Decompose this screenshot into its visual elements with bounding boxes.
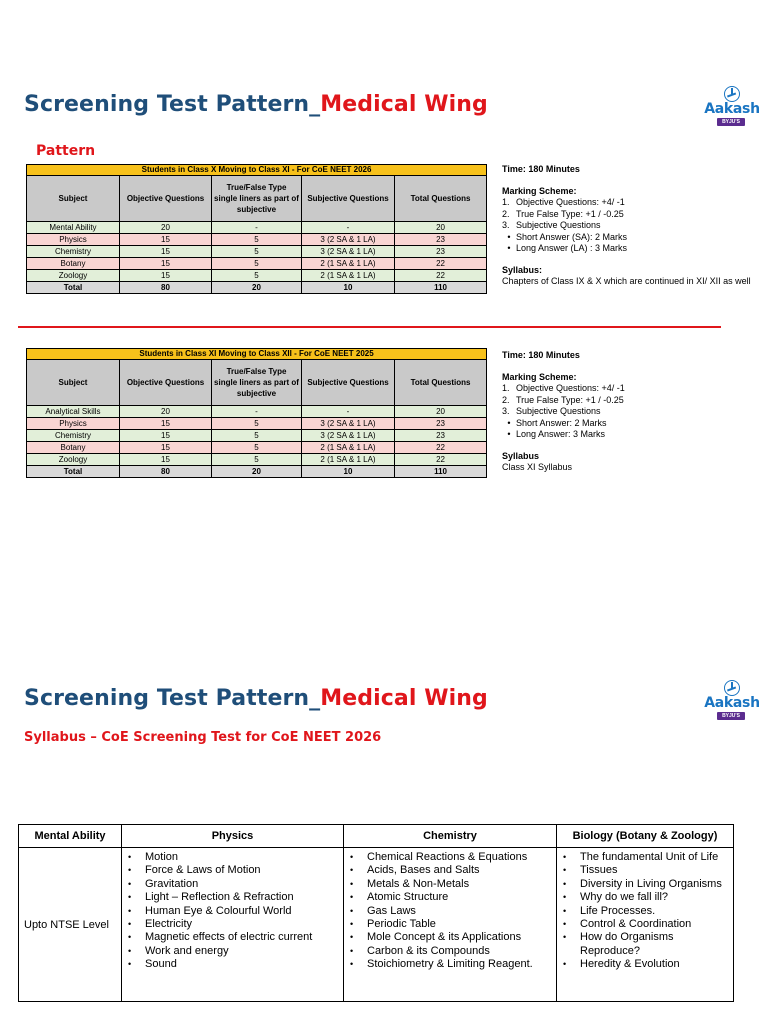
list-item: • Work and energy (128, 945, 343, 958)
table-cell: 20 (212, 282, 302, 294)
marking-scheme-heading: Marking Scheme: (502, 371, 577, 382)
list-item: • How do Organisms Reproduce? (563, 931, 733, 958)
list-item: • Heredity & Evolution (563, 958, 733, 971)
table-cell: Chemistry (27, 246, 120, 258)
table-cell: - (302, 406, 395, 418)
list-item: • Electricity (128, 918, 343, 931)
column-header: Subjective Questions (302, 360, 395, 406)
syllabus-heading: Syllabus: (502, 264, 543, 275)
title-part-1: Screening Test Pattern_ (24, 686, 321, 711)
list-item: • Magnetic effects of electric current (128, 931, 343, 944)
list-item: • Why do we fall ill? (563, 891, 733, 904)
table-cell: 15 (120, 258, 212, 270)
column-header: Total Questions (395, 360, 487, 406)
table-cell: 10 (302, 466, 395, 478)
table-cell: 15 (120, 430, 212, 442)
list-item: • Sound (128, 958, 343, 971)
table-row (27, 270, 487, 282)
table-row (27, 234, 487, 246)
item-number: 1. (502, 197, 510, 207)
table-cell: - (302, 222, 395, 234)
table-cell: 5 (212, 270, 302, 282)
table-caption: Students in Class X Moving to Class XI - For CoE NEET 2026 (27, 165, 487, 176)
table-cell: 80 (120, 466, 212, 478)
table-cell: - (212, 406, 302, 418)
bullet-icon: • (507, 231, 511, 242)
table-cell: 15 (120, 454, 212, 466)
time-label: Time: 180 Minutes (502, 164, 580, 174)
item-number: 2. (502, 208, 510, 219)
table-total-row (27, 466, 487, 478)
table-cell: Total (27, 282, 120, 294)
divider (18, 326, 721, 328)
bullet-icon: • (507, 429, 511, 439)
table-cell: 15 (120, 270, 212, 282)
table-cell: 5 (212, 454, 302, 466)
table-row (27, 406, 487, 418)
item-number: 1. (502, 383, 510, 393)
test-info-panel (502, 164, 752, 288)
table-cell: 110 (395, 282, 487, 294)
table-cell: Chemistry (27, 430, 120, 442)
bullet-text: Short Answer (SA): 2 Marks (516, 231, 628, 242)
syllabus-subtitle: Syllabus – CoE Screening Test for CoE NEET 2026 (24, 730, 382, 745)
table-cell: 2 (1 SA & 1 LA) (302, 270, 395, 282)
table-cell: 23 (395, 430, 487, 442)
column-header: Mental Ability (19, 825, 122, 848)
table-cell: 23 (395, 418, 487, 430)
marking-item (502, 197, 752, 209)
column-header: Objective Questions (120, 176, 212, 222)
marking-item (502, 220, 752, 232)
table-row (27, 442, 487, 454)
pattern-table-class-xi (26, 348, 487, 478)
table-cell: Botany (27, 258, 120, 270)
table-cell: 5 (212, 430, 302, 442)
table-caption: Students in Class XI Moving to Class XII - For CoE NEET 2025 (27, 349, 487, 360)
syllabus-table (18, 824, 734, 1002)
table-cell: Botany (27, 442, 120, 454)
table-cell: Total (27, 466, 120, 478)
syllabus-text: Chapters of Class IX & X which are continued in XI/ XII as well (502, 276, 751, 286)
column-header: Biology (Botany & Zoology) (557, 825, 734, 848)
chemistry-topic-list (344, 848, 556, 972)
time-label: Time: 180 Minutes (502, 350, 580, 360)
table-cell: Analytical Skills (27, 406, 120, 418)
table-cell: 5 (212, 442, 302, 454)
table-row (27, 258, 487, 270)
table-cell: 2 (1 SA & 1 LA) (302, 442, 395, 454)
item-text: Subjective Questions (516, 220, 601, 230)
steering-wheel-icon (724, 86, 740, 102)
list-item: • The fundamental Unit of Life (563, 851, 733, 864)
table-cell: 5 (212, 234, 302, 246)
table-cell: - (212, 222, 302, 234)
table-cell: 20 (395, 222, 487, 234)
list-item: • Diversity in Living Organisms (563, 878, 733, 891)
logo-badge: BYJU'S (717, 118, 745, 126)
title-part-2: Medical Wing (320, 686, 488, 711)
item-text: Subjective Questions (516, 406, 601, 416)
test-info-panel-2 (502, 350, 752, 474)
table-cell: 15 (120, 246, 212, 258)
physics-topic-list (122, 848, 343, 972)
item-number: 3. (502, 406, 510, 416)
slide-title-2 (24, 686, 488, 711)
table-cell: 2 (1 SA & 1 LA) (302, 454, 395, 466)
list-item: • Metals & Non-Metals (350, 878, 556, 891)
column-header: True/False Type single liners as part of subjective (212, 176, 302, 222)
physics-cell (122, 848, 344, 1002)
marking-bullet (502, 418, 752, 430)
list-item: • Life Processes. (563, 905, 733, 918)
item-text: True False Type: +1 / -0.25 (516, 394, 624, 405)
biology-topic-list (557, 848, 733, 972)
table-cell: 5 (212, 418, 302, 430)
table-row (27, 246, 487, 258)
mental-ability-cell: Upto NTSE Level (19, 848, 122, 1002)
item-text: Objective Questions: +4/ -1 (516, 383, 625, 393)
table-cell: 22 (395, 454, 487, 466)
list-item: • Control & Coordination (563, 918, 733, 931)
column-header: Subject (27, 360, 120, 406)
table-cell: 15 (120, 234, 212, 246)
logo-badge: BYJU'S (717, 712, 745, 720)
column-header: Subject (27, 176, 120, 222)
table-cell: 3 (2 SA & 1 LA) (302, 234, 395, 246)
list-item: • Gravitation (128, 878, 343, 891)
table-cell: 20 (212, 466, 302, 478)
table-cell: 15 (120, 418, 212, 430)
column-header: Objective Questions (120, 360, 212, 406)
list-item: • Carbon & its Compounds (350, 945, 556, 958)
item-text: Objective Questions: +4/ -1 (516, 197, 625, 207)
column-header: True/False Type single liners as part of subjective (212, 360, 302, 406)
marking-item (502, 383, 752, 395)
title-part-2: Medical Wing (320, 92, 488, 117)
list-item: • Acids, Bases and Salts (350, 864, 556, 877)
table-row (27, 454, 487, 466)
table-cell: 3 (2 SA & 1 LA) (302, 246, 395, 258)
bullet-text: Long Answer (LA) : 3 Marks (516, 243, 628, 253)
list-item: • Human Eye & Colourful World (128, 905, 343, 918)
table-cell: 20 (395, 406, 487, 418)
logo-brand: Aakash (704, 101, 760, 117)
column-header: Total Questions (395, 176, 487, 222)
marking-bullet (502, 232, 752, 244)
table-cell: Physics (27, 418, 120, 430)
list-item: • Mole Concept & its Applications (350, 931, 556, 944)
item-number: 2. (502, 394, 510, 405)
title-part-1: Screening Test Pattern_ (24, 92, 321, 117)
list-item: • Atomic Structure (350, 891, 556, 904)
marking-item (502, 209, 752, 221)
table-row (27, 418, 487, 430)
item-text: True False Type: +1 / -0.25 (516, 208, 624, 219)
biology-cell (557, 848, 734, 1002)
list-item: • Force & Laws of Motion (128, 864, 343, 877)
syllabus-text: Class XI Syllabus (502, 462, 573, 472)
list-item: • Light – Reflection & Refraction (128, 891, 343, 904)
table-cell: Mental Ability (27, 222, 120, 234)
list-item: • Chemical Reactions & Equations (350, 851, 556, 864)
table-cell: 22 (395, 442, 487, 454)
list-item: • Gas Laws (350, 905, 556, 918)
aakash-logo-2 (702, 680, 762, 724)
table-row (27, 222, 487, 234)
table-cell: 22 (395, 258, 487, 270)
slide-title (24, 92, 488, 117)
marking-bullet (502, 429, 752, 441)
logo-brand: Aakash (704, 695, 760, 711)
list-item: • Periodic Table (350, 918, 556, 931)
table-cell: Zoology (27, 270, 120, 282)
list-item: • Stoichiometry & Limiting Reagent. (350, 958, 556, 971)
marking-item (502, 406, 752, 418)
pattern-table-class-x (26, 164, 487, 294)
table-cell: 3 (2 SA & 1 LA) (302, 418, 395, 430)
list-item: • Tissues (563, 864, 733, 877)
table-cell: 5 (212, 246, 302, 258)
column-header: Chemistry (344, 825, 557, 848)
table-total-row (27, 282, 487, 294)
table-cell: 80 (120, 282, 212, 294)
table-cell: 15 (120, 442, 212, 454)
aakash-logo (702, 86, 762, 130)
marking-scheme-heading: Marking Scheme: (502, 185, 577, 196)
table-cell: Physics (27, 234, 120, 246)
column-header: Subjective Questions (302, 176, 395, 222)
table-cell: 22 (395, 270, 487, 282)
marking-item (502, 395, 752, 407)
bullet-text: Long Answer: 3 Marks (516, 429, 606, 439)
bullet-icon: • (507, 417, 511, 428)
bullet-text: Short Answer: 2 Marks (516, 417, 607, 428)
table-cell: 110 (395, 466, 487, 478)
table-cell: 23 (395, 234, 487, 246)
syllabus-heading: Syllabus (502, 450, 540, 461)
column-header: Physics (122, 825, 344, 848)
table-cell: 20 (120, 222, 212, 234)
table-cell: 5 (212, 258, 302, 270)
marking-bullet (502, 243, 752, 255)
table-cell: 2 (1 SA & 1 LA) (302, 258, 395, 270)
bullet-icon: • (507, 243, 511, 253)
chemistry-cell (344, 848, 557, 1002)
table-cell: 3 (2 SA & 1 LA) (302, 430, 395, 442)
table-cell: 20 (120, 406, 212, 418)
steering-wheel-icon (724, 680, 740, 696)
item-number: 3. (502, 220, 510, 230)
table-row (27, 430, 487, 442)
list-item: • Motion (128, 851, 343, 864)
section-label: Pattern (36, 143, 96, 159)
table-cell: 10 (302, 282, 395, 294)
table-cell: 23 (395, 246, 487, 258)
table-cell: Zoology (27, 454, 120, 466)
